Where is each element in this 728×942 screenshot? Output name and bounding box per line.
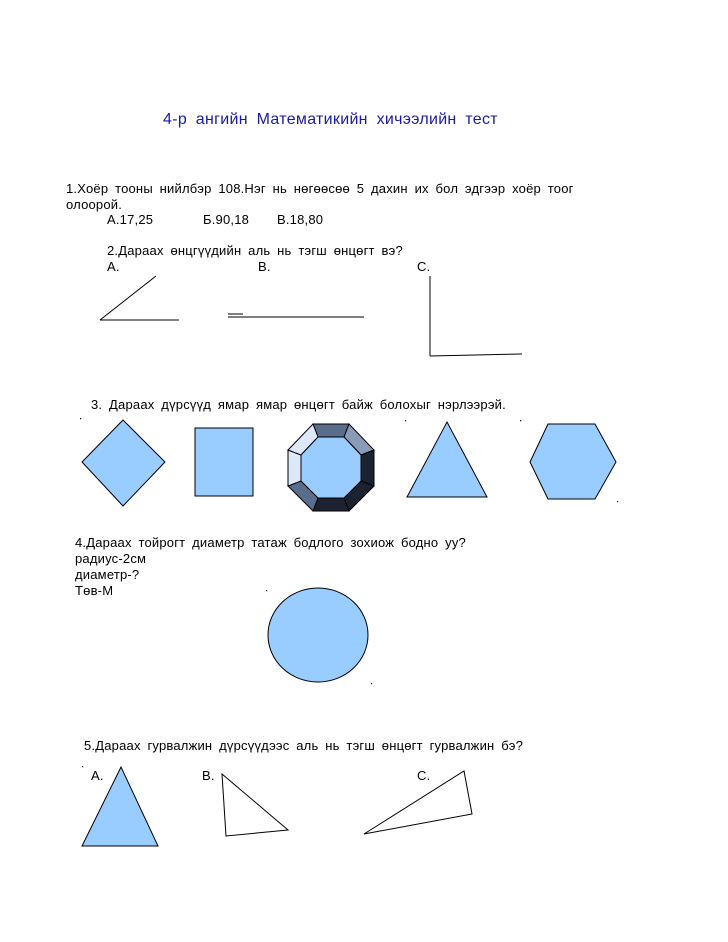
question-4-text: 4.Дараах тойрогт диаметр татаж бодлого зохиож бодно уу? xyxy=(75,535,466,550)
question-3-text: 3. Дараах дүрсүүд ямар ямар өнцөгт байж болохыг нэрлээрэй. xyxy=(91,397,506,412)
triangle-c-shape xyxy=(364,771,472,834)
question-2-label-b: В. xyxy=(258,259,271,274)
question-2-label-a: А. xyxy=(107,259,120,274)
question-5-text: 5.Дараах гурвалжин дүрсүүдээс аль нь тэгш өнцөгт гурвалжин бэ? xyxy=(84,738,523,753)
triangle-b-shape xyxy=(222,774,288,836)
question-1-line-1: 1.Хоёр тооны нийлбэр 108.Нэг нь нөгөөсөө 5 дахин их бол эдгээр хоёр тоог xyxy=(66,181,574,196)
question-5-label-a: А. xyxy=(91,768,104,783)
question-1-option-b: Б.90,18 xyxy=(203,212,250,227)
question-5-label-c: С. xyxy=(417,768,431,783)
question-5-label-b: В. xyxy=(202,768,215,783)
question-1-line-2: олоорой. xyxy=(66,197,123,212)
question-2-label-c: С. xyxy=(417,259,431,274)
question-4-center: Төв-М xyxy=(75,583,114,598)
question-4-radius: радиус-2см xyxy=(75,551,147,566)
triangle-a-shape xyxy=(82,767,158,846)
question-1-option-c: В.18,80 xyxy=(277,212,324,227)
question-2-text: 2.Дараах өнцгүүдийн аль нь тэгш өнцөгт вэ? xyxy=(107,243,403,258)
page-title: 4-р ангийн Математикийн хичээлийн тест xyxy=(163,111,498,128)
question-1-option-a: А.17,25 xyxy=(107,212,154,227)
question-4-diameter: диаметр-? xyxy=(75,567,140,582)
